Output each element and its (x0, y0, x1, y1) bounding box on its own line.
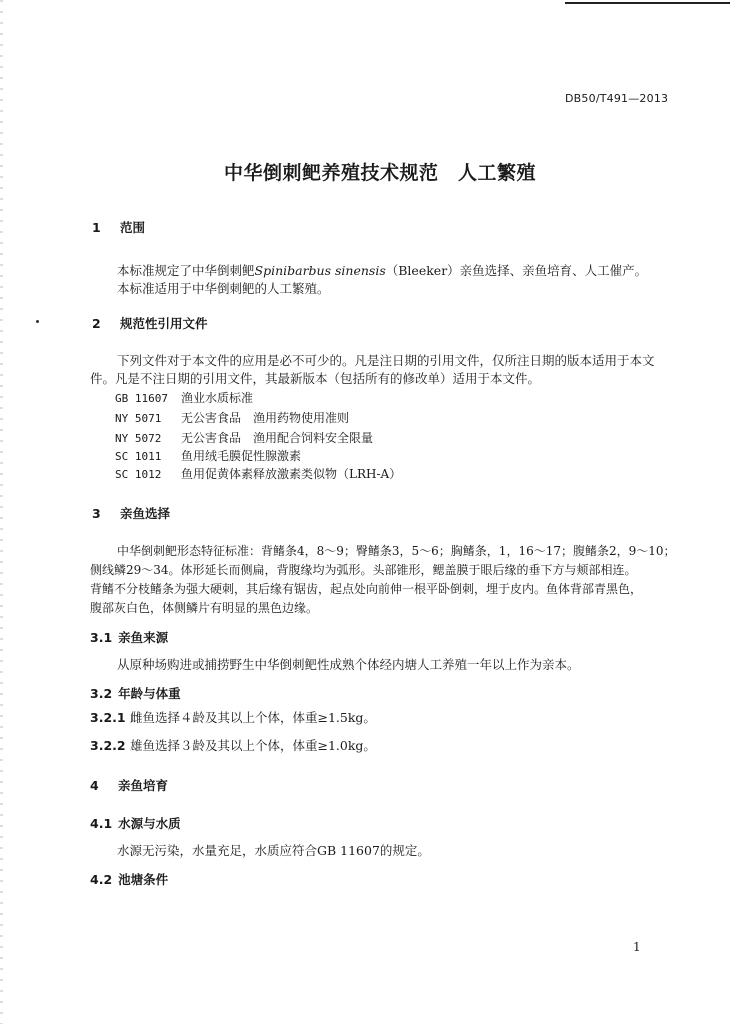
reference-item (115, 447, 301, 464)
section-3-2-1 (90, 709, 376, 727)
reference-code: GB 11607 (115, 392, 168, 405)
section-title: 规范性引用文件 (120, 316, 208, 331)
references-intro-line-1: 下列文件对于本文件的应用是必不可少的。凡是注日期的引用文件，仅所注日期的版本适用于本文 (117, 353, 655, 368)
clause-number: 3.2.1 (90, 710, 126, 725)
reference-code: NY 5072 (115, 432, 162, 445)
latin-name: Spinibarbus sinensis (254, 263, 386, 278)
morphology-line-4: 腹部灰白色，体侧鳞片有明显的黑色边缘。 (90, 601, 319, 615)
reference-code: NY 5071 (115, 412, 162, 425)
reference-item (115, 465, 401, 482)
clause-number: 3.2.2 (90, 738, 126, 753)
section-title: 亲鱼来源 (118, 630, 169, 645)
page-number: 1 (633, 940, 641, 954)
section-4-heading (90, 776, 168, 794)
section-title: 亲鱼选择 (120, 506, 171, 521)
reference-name: 渔业水质标准 (181, 391, 254, 405)
reference-name: 鱼用促黄体素释放激素类似物（LRH-A） (181, 467, 402, 481)
section-3-heading (92, 504, 170, 522)
reference-item (115, 389, 253, 406)
reference-item (115, 409, 349, 426)
section-number: 2 (92, 316, 101, 331)
reference-name: 无公害食品 渔用药物使用准则 (181, 411, 350, 425)
section-title: 范围 (120, 220, 146, 235)
section-number: 3 (92, 506, 101, 521)
section-4-1-heading (90, 814, 181, 832)
section-number: 4.1 (90, 816, 113, 831)
section-title: 水源与水质 (118, 816, 181, 831)
section-number: 4 (90, 778, 99, 793)
broodstock-source-text: 从原种场购进或捕捞野生中华倒刺鲃性成熟个体经内塘人工养殖一年以上作为亲本。 (117, 657, 580, 672)
scan-edge (0, 0, 3, 1024)
morphology-line-1: 中华倒刺鲃形态特征标准：背鳍条4，8～9；臀鳍条3，5～6；胸鳍条，1，16～17；腹鳍条2，9～10； (117, 544, 676, 558)
document-code: DB50/T491—2013 (565, 92, 669, 105)
reference-code: SC 1012 (115, 468, 162, 481)
header-rule (565, 2, 730, 4)
morphology-line-2: 侧线鳞29～34。体形延长而侧扁，背腹缘均为弧形。头部锥形，鳃盖膜于眼后缘的垂下方与颊部相连。 (90, 563, 637, 577)
references-intro-line-2: 件。凡是不注日期的引用文件，其最新版本（包括所有的修改单）适用于本文件。 (90, 371, 541, 386)
reference-code: SC 1011 (115, 450, 162, 463)
reference-name: 无公害食品 渔用配合饲料安全限量 (181, 431, 374, 445)
scope-paragraph-1 (117, 262, 647, 280)
section-number: 3.1 (90, 630, 113, 645)
section-number: 1 (92, 220, 101, 235)
section-title: 池塘条件 (118, 872, 169, 887)
reference-name: 鱼用绒毛膜促性腺激素 (181, 449, 302, 463)
clause-text: 雄鱼选择３龄及其以上个体，体重≥1.0kg。 (130, 738, 376, 753)
section-title: 亲鱼培育 (118, 778, 169, 793)
scope-text: 本标准规定了中华倒刺鲃 (117, 263, 255, 278)
section-number: 3.2 (90, 686, 113, 701)
reference-item (115, 429, 373, 446)
morphology-line-3: 背鳍不分枝鳍条为强大硬刺，其后缘有锯齿，起点处向前伸一根平卧倒刺，埋于皮内。鱼体背部青黑色， (90, 582, 643, 596)
scope-paragraph-2: 本标准适用于中华倒刺鲃的人工繁殖。 (117, 281, 330, 296)
document-title: 中华倒刺鲃养殖技术规范 人工繁殖 (223, 162, 536, 184)
clause-text: 雌鱼选择４龄及其以上个体，体重≥1.5kg。 (130, 710, 376, 725)
scan-dot (36, 320, 39, 323)
section-number: 4.2 (90, 872, 113, 887)
scope-text-tail: （Bleeker）亲鱼选择、亲鱼培育、人工催产。 (385, 263, 648, 278)
section-3-2-2 (90, 737, 376, 755)
water-quality-text: 水源无污染，水量充足，水质应符合GB 11607的规定。 (117, 843, 430, 858)
section-3-2-heading (90, 684, 181, 702)
section-1-heading (92, 218, 145, 236)
section-3-1-heading (90, 628, 168, 646)
section-4-2-heading (90, 870, 168, 888)
section-2-heading (92, 314, 208, 332)
section-title: 年龄与体重 (118, 686, 181, 701)
